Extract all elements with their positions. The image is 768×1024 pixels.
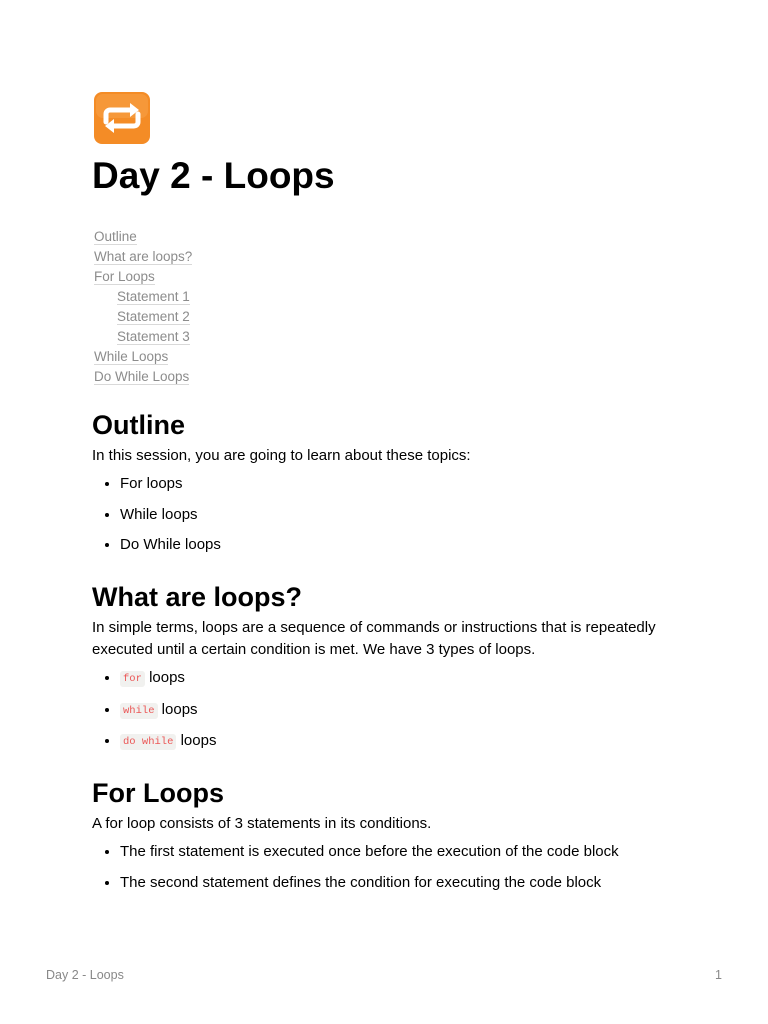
repeat-button-emoji-icon xyxy=(94,92,150,144)
list-item: • while loops xyxy=(120,699,682,722)
list-item: • The second statement defines the condition for executing the code block xyxy=(120,872,682,894)
section-heading-outline: Outline xyxy=(92,410,185,440)
footer-page-number: 1 xyxy=(715,968,722,982)
inline-code: do while xyxy=(120,734,176,750)
toc-item-what-are-loops[interactable]: What are loops? xyxy=(94,249,193,264)
page-title: Day 2 - Loops xyxy=(92,155,335,196)
section-heading-what-are-loops: What are loops? xyxy=(92,582,303,612)
list-item: • Do While loops xyxy=(120,534,682,556)
toc-item-for-loops[interactable]: For Loops xyxy=(94,269,155,284)
footer-document-title: Day 2 - Loops xyxy=(46,968,124,982)
toc-item-outline[interactable]: Outline xyxy=(94,229,137,244)
for-loops-list xyxy=(92,841,682,894)
what-are-loops-body: In simple terms, loops are a sequence of commands or instructions that is repeatedly executed until a certain condition is met. We have 3 types of loops. xyxy=(92,619,656,658)
table-of-contents xyxy=(94,227,682,387)
outline-list xyxy=(92,473,682,556)
toc-item-while-loops[interactable]: While Loops xyxy=(94,349,169,364)
loop-types-list xyxy=(92,667,682,753)
toc-item-statement-1[interactable]: Statement 1 xyxy=(117,289,190,304)
section-what-are-loops xyxy=(92,581,682,753)
toc-item-statement-3[interactable]: Statement 3 xyxy=(117,329,190,344)
section-outline xyxy=(92,409,682,556)
section-for-loops xyxy=(92,777,682,894)
inline-code: for xyxy=(120,671,145,687)
list-item: • do while loops xyxy=(120,730,682,753)
outline-intro: In this session, you are going to learn about these topics: xyxy=(92,447,471,464)
list-item: • The first statement is executed once before the execution of the code block xyxy=(120,841,682,863)
list-item: • For loops xyxy=(120,473,682,495)
page-content xyxy=(92,92,682,902)
section-heading-for-loops: For Loops xyxy=(92,778,224,808)
for-loops-intro: A for loop consists of 3 statements in its conditions. xyxy=(92,815,432,832)
toc-item-statement-2[interactable]: Statement 2 xyxy=(117,309,190,324)
inline-code: while xyxy=(120,703,158,719)
toc-item-do-while-loops[interactable]: Do While Loops xyxy=(94,369,190,384)
list-item: • for loops xyxy=(120,667,682,690)
list-item: • While loops xyxy=(120,504,682,526)
